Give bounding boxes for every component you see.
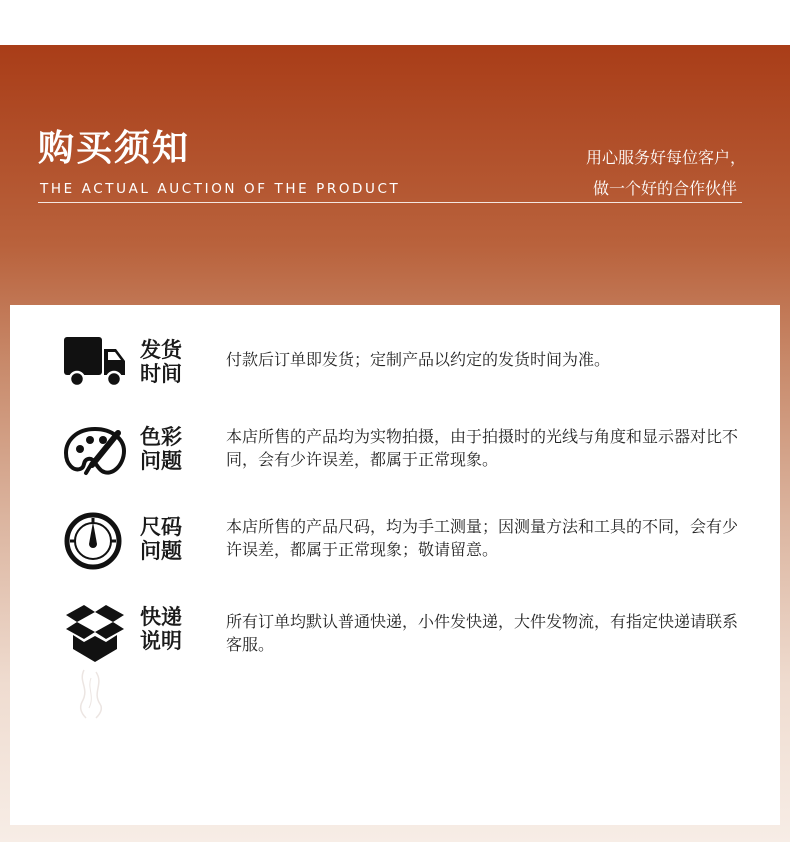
decorative-wisp bbox=[74, 668, 110, 720]
slogan-line-2: 做一个好的合作伙伴 bbox=[592, 179, 737, 198]
label-line-2: 问题 bbox=[140, 449, 182, 473]
item-text: 所有订单均默认普通快递，小件发快递，大件发物流，有指定快递请联系客服。 bbox=[226, 612, 739, 654]
item-text: 本店所售的产品尺码，均为手工测量；因测量方法和工具的不同，会有少许误差，都属于正常现象；敬请留意。 bbox=[226, 517, 739, 559]
notice-card bbox=[10, 305, 780, 825]
label-line-1: 快递 bbox=[140, 605, 182, 629]
label-line-2: 时间 bbox=[140, 362, 182, 386]
gauge-icon bbox=[62, 510, 128, 576]
label-line-1: 发货 bbox=[140, 338, 182, 362]
item-label bbox=[140, 338, 200, 386]
label-line-1: 色彩 bbox=[140, 425, 182, 449]
item-label bbox=[140, 605, 200, 653]
label-line-1: 尺码 bbox=[140, 515, 182, 539]
item-label bbox=[140, 515, 200, 563]
page-title: 购买须知 bbox=[38, 128, 191, 169]
slogan-line-1: 用心服务好每位客户， bbox=[585, 148, 746, 167]
palette-icon bbox=[62, 423, 128, 489]
label-line-2: 说明 bbox=[140, 629, 182, 653]
divider bbox=[38, 202, 742, 203]
box-icon bbox=[62, 603, 128, 669]
truck-icon bbox=[62, 333, 128, 399]
page-subtitle: THE ACTUAL AUCTION OF THE PRODUCT bbox=[40, 181, 401, 197]
item-label bbox=[140, 425, 200, 473]
label-line-2: 问题 bbox=[140, 539, 182, 563]
item-text: 付款后订单即发货；定制产品以约定的发货时间为准。 bbox=[226, 350, 611, 369]
item-text: 本店所售的产品均为实物拍摄，由于拍摄时的光线与角度和显示器对比不同，会有少许误差，都属于正常现象。 bbox=[226, 427, 739, 469]
